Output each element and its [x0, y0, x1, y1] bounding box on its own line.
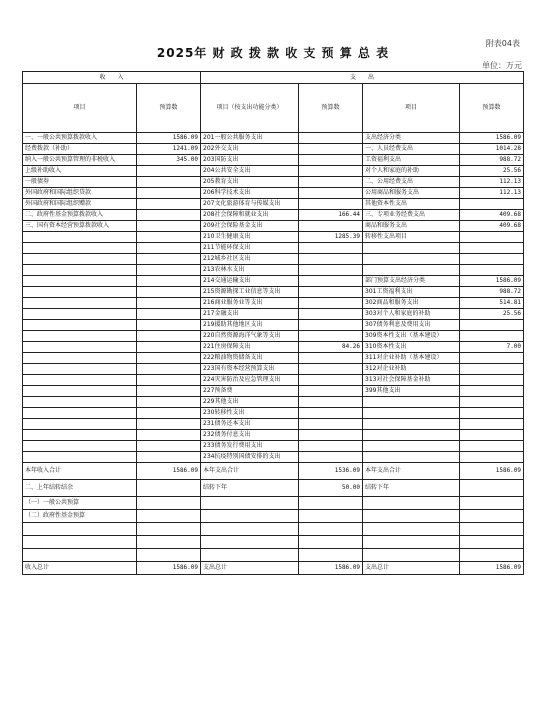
item-label-cell: 221住房保障支出	[201, 342, 299, 353]
budget-value-cell	[137, 452, 201, 463]
table-row	[23, 254, 524, 265]
budget-value-cell	[299, 497, 363, 510]
budget-value-cell	[137, 331, 201, 342]
budget-value-cell	[299, 510, 363, 523]
item-label-cell: 311对企业补助（基本建设）	[363, 353, 460, 364]
item-label-cell: 外国政府和国际组织贷款	[23, 188, 137, 199]
table-row	[23, 497, 524, 510]
budget-value-cell	[137, 497, 201, 510]
budget-value-cell: 112.13	[460, 177, 524, 188]
budget-value-cell	[460, 419, 524, 430]
item-label-cell: 214交通运输支出	[201, 276, 299, 287]
item-label-cell: 202外交支出	[201, 144, 299, 155]
budget-value-cell	[460, 441, 524, 452]
table-row	[23, 353, 524, 364]
item-label-cell	[23, 549, 137, 562]
budget-value-cell	[137, 309, 201, 320]
table-row	[23, 549, 524, 562]
item-label-cell: 206科学技术支出	[201, 188, 299, 199]
item-label-cell: 上级补助收入	[23, 166, 137, 177]
table-row	[23, 441, 524, 452]
item-label-cell	[23, 287, 137, 298]
budget-value-cell	[137, 523, 201, 536]
item-label-cell	[363, 408, 460, 419]
budget-value-cell	[460, 452, 524, 463]
budget-value-cell	[137, 166, 201, 177]
budget-value-cell: 1586.09	[460, 276, 524, 287]
item-label-cell: 三、国有资本经营预算拨款收入	[23, 221, 137, 232]
item-label-cell: 223国有资本经营预算支出	[201, 364, 299, 375]
budget-value-cell: 345.00	[137, 155, 201, 166]
item-label-cell	[363, 497, 460, 510]
item-label-cell: 支出经济分类	[363, 133, 460, 144]
item-label-cell	[23, 342, 137, 353]
budget-value-cell	[460, 536, 524, 549]
item-label-cell: 216商业服务业等支出	[201, 298, 299, 309]
table-row	[23, 287, 524, 298]
budget-value-cell	[137, 430, 201, 441]
budget-value-cell: 409.68	[460, 210, 524, 221]
budget-value-cell: 988.72	[460, 287, 524, 298]
item-label-cell: （一）一般公共预算	[23, 497, 137, 510]
budget-value-cell: 84.26	[299, 342, 363, 353]
budget-value-cell	[299, 386, 363, 397]
item-label-cell: 外国政府和国际组织赠款	[23, 199, 137, 210]
item-label-cell	[23, 254, 137, 265]
table-row	[23, 510, 524, 523]
item-label-cell	[23, 232, 137, 243]
table-row	[23, 536, 524, 549]
item-label-cell: 234抗疫特别国债安排的支出	[201, 452, 299, 463]
budget-value-cell: 1586.09	[137, 133, 201, 144]
table-row	[23, 480, 524, 497]
item-label-cell: 217金融支出	[201, 309, 299, 320]
item-label-cell: 支出总计	[363, 562, 460, 575]
budget-value-cell	[299, 298, 363, 309]
item-label-cell: 二、政府性基金预算拨款收入	[23, 210, 137, 221]
table-row	[23, 562, 524, 575]
item-label-cell: 210卫生健康支出	[201, 232, 299, 243]
col-item-header: 项目	[23, 84, 137, 133]
item-label-cell: 结转下年	[363, 480, 460, 497]
item-label-cell	[23, 320, 137, 331]
budget-value-cell: 166.44	[299, 210, 363, 221]
item-label-cell: 309资本性支出（基本建设）	[363, 331, 460, 342]
item-label-cell: 307债务利息及费用支出	[363, 320, 460, 331]
item-label-cell: 303对个人和家庭的补助	[363, 309, 460, 320]
item-label-cell	[23, 331, 137, 342]
item-label-cell	[201, 510, 299, 523]
budget-value-cell	[460, 254, 524, 265]
item-label-cell: 结转下年	[201, 480, 299, 497]
budget-value-cell	[460, 364, 524, 375]
item-label-cell: 商品和服务支出	[363, 221, 460, 232]
budget-value-cell	[137, 549, 201, 562]
item-label-cell: 213农林水支出	[201, 265, 299, 276]
budget-value-cell	[299, 287, 363, 298]
item-label-cell: 209社会保险基金支出	[201, 221, 299, 232]
budget-value-cell: 514.81	[460, 298, 524, 309]
budget-value-cell	[299, 419, 363, 430]
item-label-cell	[363, 243, 460, 254]
income-header: 收 入	[23, 72, 201, 84]
table-row	[23, 309, 524, 320]
budget-value-cell	[299, 397, 363, 408]
budget-value-cell	[137, 320, 201, 331]
budget-value-cell	[299, 144, 363, 155]
item-label-cell: 233债务发行费用支出	[201, 441, 299, 452]
item-label-cell: 其他资本性支出	[363, 199, 460, 210]
budget-value-cell	[460, 331, 524, 342]
item-label-cell	[23, 408, 137, 419]
budget-value-cell: 112.13	[460, 188, 524, 199]
item-label-cell: 205教育支出	[201, 177, 299, 188]
item-label-cell: 227预备费	[201, 386, 299, 397]
budget-value-cell	[460, 397, 524, 408]
item-label-cell: 220自然资源海洋气象等支出	[201, 331, 299, 342]
unit-label: 单位：万元	[482, 61, 522, 70]
item-label-cell	[363, 536, 460, 549]
table-row	[23, 298, 524, 309]
budget-value-cell	[460, 386, 524, 397]
table-row	[23, 331, 524, 342]
expense-header: 支 出	[201, 72, 524, 84]
budget-value-cell	[137, 408, 201, 419]
budget-value-cell	[460, 199, 524, 210]
table-row	[23, 408, 524, 419]
item-label-cell: 收入总计	[23, 562, 137, 575]
budget-value-cell	[137, 298, 201, 309]
budget-value-cell	[299, 353, 363, 364]
table-row	[23, 188, 524, 199]
item-label-cell: 310资本性支出	[363, 342, 460, 353]
budget-value-cell	[137, 419, 201, 430]
item-label-cell: 229其他支出	[201, 397, 299, 408]
item-label-cell: 转移性支出项目	[363, 232, 460, 243]
item-label-cell: 本年支出合计	[201, 463, 299, 480]
table-row	[23, 221, 524, 232]
budget-value-cell	[299, 265, 363, 276]
budget-value-cell	[299, 243, 363, 254]
col-budget-header: 预算数	[137, 84, 201, 133]
item-label-cell	[363, 419, 460, 430]
item-label-cell: 219援助其他地区支出	[201, 320, 299, 331]
item-label-cell	[23, 243, 137, 254]
table-row	[23, 177, 524, 188]
budget-value-cell: 1536.09	[299, 463, 363, 480]
table-row	[23, 210, 524, 221]
budget-value-cell	[299, 536, 363, 549]
item-label-cell: 经费拨款（补助）	[23, 144, 137, 155]
item-label-cell	[23, 353, 137, 364]
budget-value-cell	[137, 397, 201, 408]
item-label-cell: 纳入一般公共预算管理的非税收入	[23, 155, 137, 166]
table-row	[23, 144, 524, 155]
budget-value-cell	[460, 408, 524, 419]
table-row	[23, 276, 524, 287]
budget-value-cell	[299, 188, 363, 199]
table-row	[23, 375, 524, 386]
budget-value-cell	[137, 441, 201, 452]
item-label-cell: 231债务还本支出	[201, 419, 299, 430]
item-label-cell: 三、专项业务经费支出	[363, 210, 460, 221]
item-label-cell	[363, 510, 460, 523]
table-row	[23, 364, 524, 375]
item-label-cell	[363, 430, 460, 441]
budget-value-cell	[299, 254, 363, 265]
budget-value-cell	[137, 210, 201, 221]
item-label-cell: 211节能环保支出	[201, 243, 299, 254]
col-func-item-header: 项目（按支出功能分类）	[201, 84, 299, 133]
item-label-cell: 203国防支出	[201, 155, 299, 166]
budget-value-cell	[460, 523, 524, 536]
item-label-cell: 本年支出合计	[363, 463, 460, 480]
item-label-cell	[363, 523, 460, 536]
item-label-cell	[23, 364, 137, 375]
budget-value-cell	[299, 166, 363, 177]
item-label-cell: 一、人员经费支出	[363, 144, 460, 155]
budget-value-cell	[460, 232, 524, 243]
item-label-cell: 部门预算支出经济分类	[363, 276, 460, 287]
budget-value-cell	[460, 430, 524, 441]
item-label-cell	[23, 430, 137, 441]
item-label-cell: 201一般公共服务支出	[201, 133, 299, 144]
item-label-cell: 224灾害防治及应急管理支出	[201, 375, 299, 386]
item-label-cell: 230转移性支出	[201, 408, 299, 419]
budget-value-cell	[460, 353, 524, 364]
budget-value-cell: 1586.09	[137, 463, 201, 480]
budget-value-cell	[137, 342, 201, 353]
budget-value-cell	[137, 364, 201, 375]
budget-value-cell	[137, 188, 201, 199]
item-label-cell: 312对企业补助	[363, 364, 460, 375]
item-label-cell: 一般债券	[23, 177, 137, 188]
item-label-cell	[201, 549, 299, 562]
budget-value-cell	[137, 254, 201, 265]
budget-value-cell	[460, 265, 524, 276]
item-label-cell: 301工资福利支出	[363, 287, 460, 298]
budget-value-cell: 1586.09	[299, 562, 363, 575]
item-label-cell: 二、上年结转结余	[23, 480, 137, 497]
budget-value-cell	[137, 353, 201, 364]
budget-value-cell: 1586.09	[460, 133, 524, 144]
budget-value-cell: 7.00	[460, 342, 524, 353]
item-label-cell	[23, 276, 137, 287]
budget-value-cell	[137, 221, 201, 232]
item-label-cell	[363, 452, 460, 463]
table-row	[23, 452, 524, 463]
budget-value-cell	[137, 386, 201, 397]
item-label-cell: 222粮油物资储备支出	[201, 353, 299, 364]
budget-value-cell	[460, 243, 524, 254]
budget-value-cell	[299, 276, 363, 287]
budget-value-cell	[299, 364, 363, 375]
item-label-cell: 302商品和服务支出	[363, 298, 460, 309]
item-label-cell	[23, 265, 137, 276]
item-label-cell: 313对社会保障基金补助	[363, 375, 460, 386]
item-label-cell	[23, 536, 137, 549]
item-label-cell: 支出总计	[201, 562, 299, 575]
budget-value-cell	[137, 287, 201, 298]
budget-value-cell: 1586.09	[460, 463, 524, 480]
item-label-cell: 208社会保障和就业支出	[201, 210, 299, 221]
budget-value-cell	[299, 199, 363, 210]
item-label-cell: 207文化旅游体育与传媒支出	[201, 199, 299, 210]
item-label-cell	[23, 397, 137, 408]
budget-value-cell	[137, 243, 201, 254]
budget-value-cell: 25.56	[460, 166, 524, 177]
budget-value-cell: 1586.09	[137, 562, 201, 575]
item-label-cell: 212城乡社区支出	[201, 254, 299, 265]
table-row	[23, 265, 524, 276]
budget-table	[22, 71, 524, 575]
item-label-cell	[23, 375, 137, 386]
item-label-cell: 本年收入合计	[23, 463, 137, 480]
budget-value-cell	[299, 375, 363, 386]
budget-value-cell	[137, 199, 201, 210]
budget-value-cell	[299, 309, 363, 320]
table-row	[23, 430, 524, 441]
budget-value-cell	[460, 375, 524, 386]
budget-value-cell	[299, 221, 363, 232]
item-label-cell	[23, 441, 137, 452]
table-row	[23, 133, 524, 144]
item-label-cell	[363, 265, 460, 276]
budget-value-cell	[299, 331, 363, 342]
item-label-cell: 二、公用经费支出	[363, 177, 460, 188]
item-label-cell	[363, 549, 460, 562]
budget-value-cell	[299, 133, 363, 144]
table-row	[23, 386, 524, 397]
table-row	[23, 232, 524, 243]
item-label-cell	[363, 397, 460, 408]
table-row	[23, 523, 524, 536]
item-label-cell: 204公共安全支出	[201, 166, 299, 177]
item-label-cell	[363, 254, 460, 265]
item-label-cell	[201, 523, 299, 536]
table-row	[23, 166, 524, 177]
item-label-cell	[363, 441, 460, 452]
item-label-cell: 公用商品和服务支出	[363, 188, 460, 199]
item-label-cell: 215资源勘探工业信息等支出	[201, 287, 299, 298]
budget-value-cell: 25.56	[460, 309, 524, 320]
budget-value-cell	[137, 265, 201, 276]
budget-value-cell: 1241.09	[137, 144, 201, 155]
budget-value-cell	[460, 549, 524, 562]
table-row	[23, 243, 524, 254]
item-label-cell	[23, 309, 137, 320]
budget-value-cell: 1014.28	[460, 144, 524, 155]
budget-value-cell: 988.72	[460, 155, 524, 166]
budget-value-cell	[460, 497, 524, 510]
budget-value-cell	[460, 480, 524, 497]
item-label-cell	[201, 497, 299, 510]
budget-value-cell	[460, 510, 524, 523]
budget-value-cell	[137, 232, 201, 243]
item-label-cell	[23, 386, 137, 397]
page-title: 2025年 财 政 拨 款 收 支 预 算 总 表	[156, 46, 390, 60]
budget-value-cell	[137, 480, 201, 497]
budget-value-cell	[299, 549, 363, 562]
table-row	[23, 155, 524, 166]
table-row	[23, 320, 524, 331]
budget-value-cell: 409.68	[460, 221, 524, 232]
table-code: 附表04表	[485, 39, 520, 48]
col-econ-item-header: 项目	[363, 84, 460, 133]
col-budget-header: 预算数	[460, 84, 524, 133]
budget-value-cell	[299, 452, 363, 463]
budget-value-cell	[137, 177, 201, 188]
budget-value-cell	[299, 177, 363, 188]
budget-value-cell: 1285.39	[299, 232, 363, 243]
item-label-cell: 399其他支出	[363, 386, 460, 397]
item-label-cell	[23, 523, 137, 536]
item-label-cell	[23, 419, 137, 430]
item-label-cell	[201, 536, 299, 549]
budget-value-cell	[137, 510, 201, 523]
budget-value-cell	[137, 536, 201, 549]
budget-value-cell	[137, 276, 201, 287]
table-row	[23, 419, 524, 430]
item-label-cell	[23, 298, 137, 309]
table-row	[23, 397, 524, 408]
budget-value-cell	[460, 320, 524, 331]
col-budget-header: 预算数	[299, 84, 363, 133]
budget-value-cell: 1586.09	[460, 562, 524, 575]
budget-value-cell	[137, 375, 201, 386]
item-label-cell	[23, 452, 137, 463]
budget-value-cell	[299, 523, 363, 536]
item-label-cell: （二）政府性基金预算	[23, 510, 137, 523]
budget-value-cell	[299, 155, 363, 166]
item-label-cell: 对个人和家庭的补助	[363, 166, 460, 177]
item-label-cell: 一、一般公共预算拨款收入	[23, 133, 137, 144]
budget-value-cell	[299, 408, 363, 419]
budget-value-cell: 50.00	[299, 480, 363, 497]
budget-value-cell	[299, 430, 363, 441]
table-row	[23, 199, 524, 210]
table-row	[23, 463, 524, 480]
budget-value-cell	[299, 320, 363, 331]
budget-value-cell	[299, 441, 363, 452]
table-row	[23, 342, 524, 353]
item-label-cell: 工资福利支出	[363, 155, 460, 166]
item-label-cell: 232债务付息支出	[201, 430, 299, 441]
